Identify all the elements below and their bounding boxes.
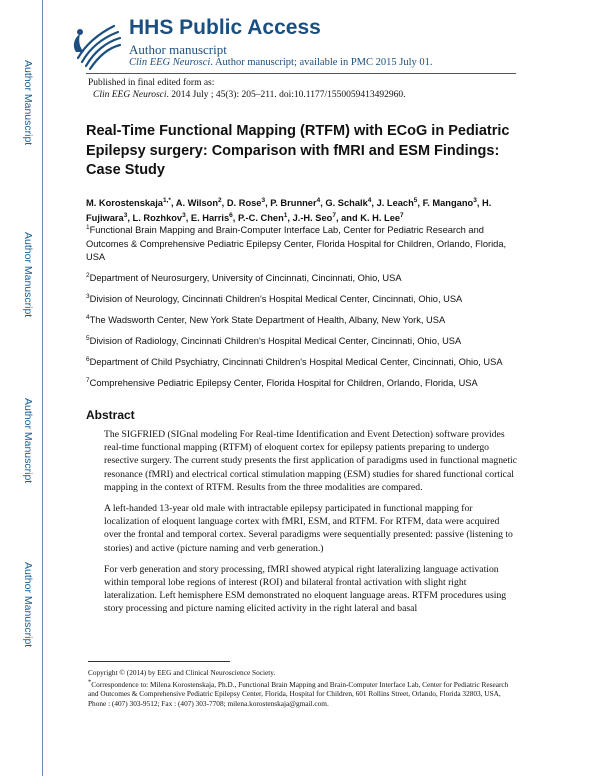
affiliation-number: 5 (86, 334, 90, 342)
author-separator: , (265, 198, 271, 208)
affiliation-text: Department of Child Psychiatry, Cincinnati Children's Hospital Medical Center, Cincinnati, Ohio, USA (89, 357, 503, 367)
citation-details: . 2014 July ; 45(3): 205–211. doi:10.1177/1550059413492960. (166, 90, 406, 100)
publication-info (88, 77, 405, 101)
author-affiliation-sup: 6 (229, 211, 233, 219)
author-affiliation-sup: 3 (473, 196, 477, 204)
copyright-note: Copyright © (2014) by EEG and Clinical Neuroscience Society. (88, 668, 276, 677)
author-name: D. Rose (226, 198, 262, 208)
author-affiliation-sup: 4 (316, 196, 321, 204)
author-list (86, 196, 526, 225)
author-manuscript-sidebar (0, 0, 42, 776)
sidebar-label: Author Manuscript (22, 60, 34, 146)
author-affiliation-sup: 7 (332, 211, 336, 219)
author-name: L. Rozhkov (132, 212, 183, 223)
author-separator: , (221, 198, 227, 208)
hhs-eagle-logo-icon (68, 14, 126, 74)
author-name: F. Mangano (422, 198, 474, 208)
author-name: K. H. Lee (360, 212, 401, 223)
author-name: P. Brunner (270, 198, 317, 208)
sidebar-label: Author Manuscript (22, 562, 34, 648)
author-name: G. Schalk (325, 198, 368, 208)
affiliation-text: The Wadsworth Center, New York State Department of Health, Albany, New York, USA (89, 315, 446, 325)
author-separator: , (476, 198, 482, 208)
sidebar-label: Author Manuscript (22, 398, 34, 484)
affiliation-text: Comprehensive Pediatric Epilepsy Center, Florida Hospital for Children, Orlando, Florida, USA (89, 378, 478, 388)
header-divider (86, 73, 516, 74)
author-name: P.-C. Chen (237, 212, 284, 223)
affiliation (86, 224, 526, 265)
correspondence-note (88, 680, 520, 709)
correspondence-text: Correspondence to: Milena Korostenskaja, Ph.D., Functional Brain Mapping and Brain-Computer Interface Lab, Center for Pediatric Research and Outcomes & Comprehensive Pediatric Epilepsy Center, Florida, Hospital for Children, 601 Rollins Street, Orlando, Florida 32803, USA, Phone : (407) 303-9512; Fax : (407) 303-7708; milena.korostenskaja@gmail.com. (88, 679, 509, 708)
published-in-label: Published in final edited form as: (88, 78, 215, 88)
author-name: J.-H. Seo (292, 212, 333, 223)
author-separator: , and (335, 212, 361, 223)
correspondence-mark: * (88, 678, 92, 686)
author-affiliation-sup: 4 (367, 196, 372, 204)
article-title: Real-Time Functional Mapping (RTFM) with ECoG in Pediatric Epilepsy surgery: Comparison with fMRI and ESM Findings: Case Study (86, 123, 510, 178)
author-affiliation-sup: 1 (283, 211, 288, 219)
affiliation-list (86, 224, 526, 398)
author-separator: , (185, 212, 191, 223)
availability-line (129, 57, 433, 68)
author-affiliation-sup: 3 (261, 196, 266, 204)
author-name: M. Korostenskaja (86, 198, 163, 208)
author-affiliation-sup: 1,* (162, 196, 171, 204)
author-separator: , (232, 212, 238, 223)
affiliation-number: 7 (86, 376, 90, 384)
author-separator: , (371, 198, 377, 208)
author-name: J. Leach (376, 198, 414, 208)
author-separator: , (287, 212, 293, 223)
affiliation (86, 356, 526, 370)
abstract-paragraph: For verb generation and story processing, fMRI showed atypical right lateralizing language activation within temporal lobe regions of interest (ROI) and bilateral frontal activation with slight right lateralization. Left hemisphere ESM demonstrated no eloquent language areas. RTFM procedures using story processing and picture naming elicited activity in the right lateral and basal (104, 563, 507, 615)
author-name: E. Harris (190, 212, 230, 223)
affiliation-number: 6 (86, 355, 90, 363)
footnote-divider (88, 661, 230, 662)
author-affiliation-sup: 3 (182, 211, 186, 219)
author-separator: , (320, 198, 326, 208)
abstract-heading: Abstract (86, 408, 135, 422)
citation (88, 89, 405, 101)
affiliation (86, 335, 526, 349)
author-affiliation-sup: 3 (123, 211, 128, 219)
sidebar-divider (42, 0, 43, 776)
journal-abbrev: Clin EEG Neurosci (129, 57, 211, 68)
footnotes (88, 668, 520, 710)
abstract-paragraph: The SIGFRIED (SIGnal modeling For Real-time Identification and Event Detection) software provides real-time functional mapping (RTFM) of eloquent cortex for epilepsy patients preparing to undergo resective surgery. The current study presents the first application of paradigms used in functional magnetic resonance (fMRI) and electrical cortical stimulation mapping (ESM) studies for shared functional cortical mapping in the context of RTFM. Results from the three modalities are compared. (104, 429, 518, 493)
sidebar-label: Author Manuscript (22, 232, 34, 318)
author-name: A. Wilson (175, 198, 219, 208)
author-affiliation-sup: 2 (218, 196, 222, 204)
affiliation-number: 4 (86, 313, 90, 321)
citation-journal: Clin EEG Neurosci (93, 90, 167, 100)
availability-text: . Author manuscript; available in PMC 2015 July 01. (210, 57, 433, 68)
affiliation-number: 1 (86, 223, 90, 231)
author-separator: , (170, 198, 176, 208)
author-separator: , (127, 212, 133, 223)
author-affiliation-sup: 5 (413, 196, 418, 204)
affiliation-text: Functional Brain Mapping and Brain-Computer Interface Lab, Center for Pediatric Research and Outcomes & Comprehensive Pediatric Epilepsy Center, Florida Hospital for Children, Orlando, Florida, USA (86, 225, 507, 262)
affiliation (86, 314, 526, 328)
author-name: H. Fujiwara (86, 198, 492, 223)
affiliation-number: 3 (86, 292, 90, 300)
abstract-body (104, 428, 519, 624)
affiliation-number: 2 (86, 271, 90, 279)
abstract-paragraph: A left-handed 13-year old male with intractable epilepsy participated in functional mapping for localization of eloquent language cortex with fMRI, ESM, and RTFM. For RTFM, data were acquired over the frontal and temporal cortex. Several paradigms were sequentially presented: passive (listening to stories) and active (picture naming and verb generation.) (104, 503, 513, 554)
author-affiliation-sup: 7 (400, 211, 404, 219)
affiliation-text: Division of Radiology, Cincinnati Children's Hospital Medical Center, Cincinnati, Ohio, USA (89, 336, 462, 346)
affiliation-text: Division of Neurology, Cincinnati Children's Hospital Medical Center, Cincinnati, Ohio, USA (89, 294, 463, 304)
hhs-public-access-title: HHS Public Access (129, 16, 321, 39)
affiliation (86, 272, 526, 286)
affiliation-text: Department of Neurosurgery, University of Cincinnati, Cincinnati, Ohio, USA (89, 273, 402, 283)
author-separator: , (417, 198, 423, 208)
affiliation (86, 377, 526, 391)
affiliation (86, 293, 526, 307)
author-manuscript-subtitle: Author manuscript (129, 42, 227, 57)
